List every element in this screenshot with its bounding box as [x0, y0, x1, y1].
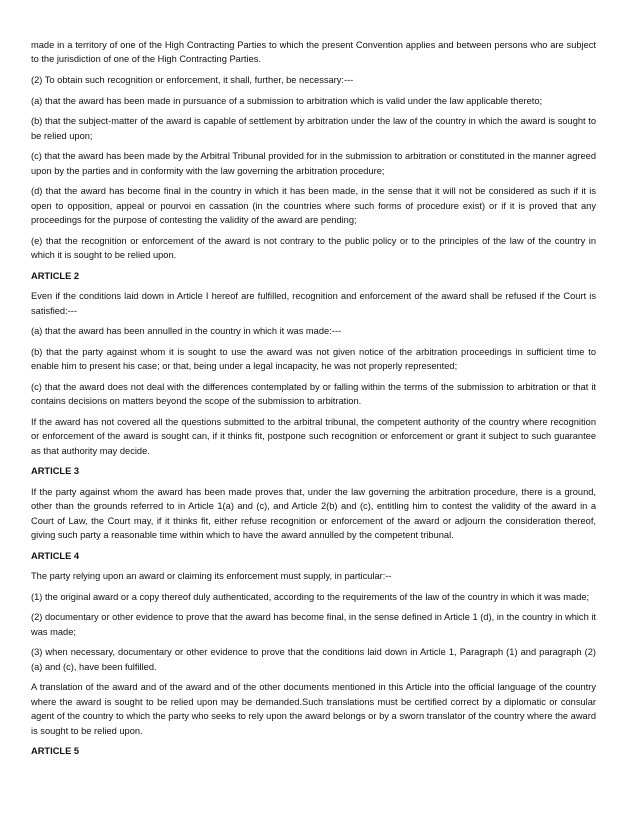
- article-heading: ARTICLE 4: [31, 550, 80, 561]
- paragraph: (b) that the subject-matter of the award is capable of settlement by arbitration under the law of the country in which the award is sought to be relied upon;: [31, 116, 596, 141]
- document-page: [31, 38, 596, 765]
- paragraph: (1) the original award or a copy thereof duly authenticated, according to the requirements of the law of the country in which it was made;: [31, 591, 590, 602]
- paragraph: A translation of the award and of the award and of the other documents mentioned in this Article into the official language of the country where the award is sought to be relied upon may be demanded.Such translations must be certified correct by a diplomatic or consular agent of the country to which the party who seeks to rely upon the award belongs or by a sworn translator of the country where the award is sought to be relied upon.: [31, 682, 596, 736]
- article-heading: ARTICLE 2: [31, 270, 80, 281]
- paragraph: (2) documentary or other evidence to prove that the award has become final, in the sense defined in Article 1 (d), in the country in which it was made;: [31, 612, 596, 637]
- paragraph: (b) that the party against whom it is sought to use the award was not given notice of the arbitration proceedings in sufficient time to enable him to present his case; or that, being under a legal incapacity, he was not properly represented;: [31, 346, 596, 372]
- paragraph: If the award has not covered all the questions submitted to the arbitral tribunal, the competent authority of the country where recognition or enforcement of the award is sought can, if it thinks fit, postpone such recognition or enforcement or grant it subject to such guarantee as that authority may decide.: [31, 416, 596, 456]
- paragraph: (a) that the award has been annulled in the country in which it was made:---: [31, 326, 342, 337]
- paragraph: If the party against whom the award has been made proves that, under the law governing the arbitration procedure, there is a ground, other than the grounds referred to in Article 1(a) and (c), and Article 2(b) and (c), entitling him to contest the validity of the award in a Court of Law, the Court may, if it thinks fit, either refuse recognition or enforcement of the award or adjourn the consideration thereof, giving such party a reasonable time within which to have the award annulled by the competent tribunal.: [31, 486, 596, 540]
- paragraph: (c) that the award does not deal with the differences contemplated by or falling within the terms of the submission to arbitration or that it contains decisions on matters beyond the scope of the submission to arbitration.: [31, 381, 596, 407]
- paragraph: (a) that the award has been made in pursuance of a submission to arbitration which is valid under the law applicable thereto;: [31, 95, 543, 106]
- paragraph: (3) when necessary, documentary or other evidence to prove that the conditions laid down in Article 1, Paragraph (1) and paragraph (2) (a) and (c), have been fulfilled.: [31, 647, 596, 672]
- paragraph: (c) that the award has been made by the Arbitral Tribunal provided for in the submission to arbitration or constituted in the manner agreed upon by the parties and in conformity with the law governing the arbitration procedure;: [31, 151, 596, 176]
- paragraph: made in a territory of one of the High Contracting Parties to which the present Convention applies and between persons who are subject to the jurisdiction of one of the High Contracting Parties.: [31, 40, 596, 65]
- paragraph: (2) To obtain such recognition or enforcement, it shall, further, be necessary:---: [31, 75, 354, 85]
- paragraph: (e) that the recognition or enforcement of the award is not contrary to the public policy or to the principles of the law of the country in which it is sought to be relied upon.: [31, 235, 596, 260]
- paragraph: Even if the conditions laid down in Article I hereof are fulfilled, recognition and enforcement of the award shall be refused if the Court is satisfied:---: [31, 291, 596, 316]
- paragraph: The party relying upon an award or claiming its enforcement must supply, in particular:--: [31, 571, 392, 582]
- article-heading: ARTICLE 3: [31, 466, 80, 477]
- article-heading: ARTICLE 5: [31, 746, 80, 757]
- paragraph: (d) that the award has become final in the country in which it has been made, in the sense that it will not be considered as such if it is open to opposition, appeal or pourvoi en cassation (in the countries where such forms of procedure exist) or if it is proved that any proceedings for the purpose of contesting the validity of the award are pending;: [31, 186, 596, 225]
